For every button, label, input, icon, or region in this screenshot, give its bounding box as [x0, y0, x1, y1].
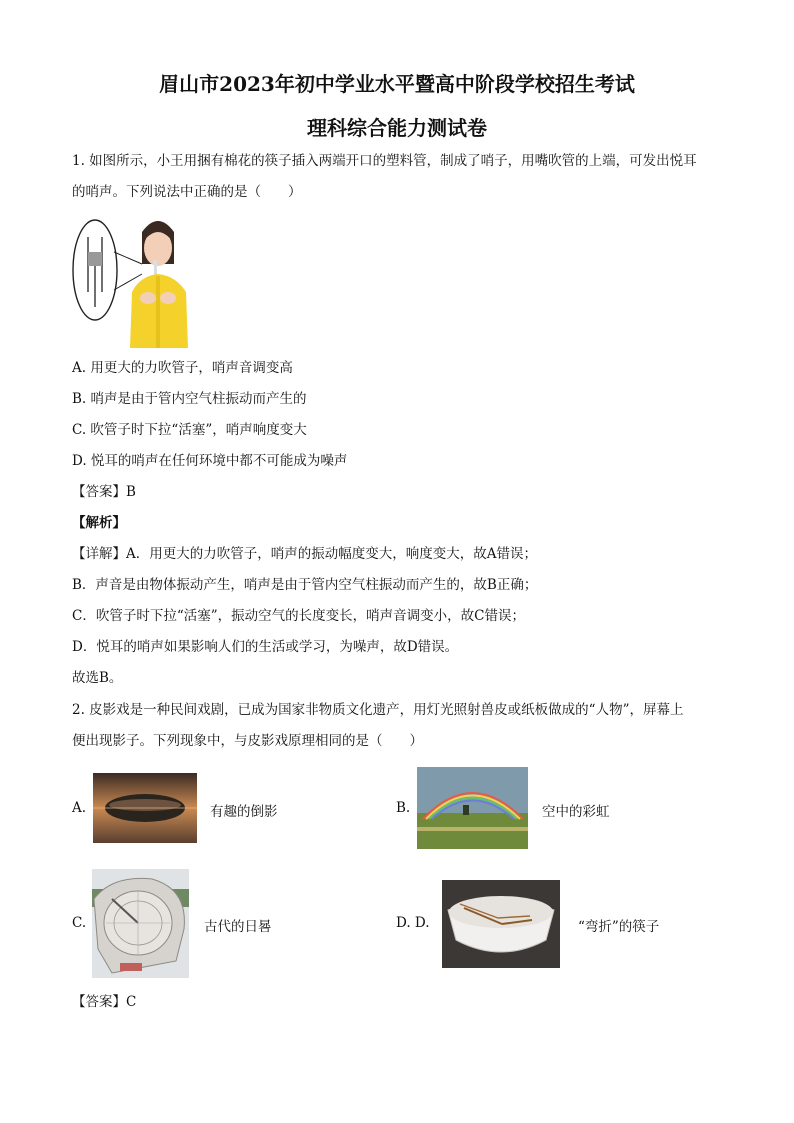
q1-option-d: D. 悦耳的哨声在任何环境中都不可能成为噪声: [72, 453, 348, 469]
q1-explain-line2: B．声音是由物体振动产生，哨声是由于管内空气柱振动而产生的，故B正确；: [72, 577, 538, 593]
q1-option-a: A. 用更大的力吹管子，哨声音调变高: [72, 360, 293, 376]
q1-explain-line3: C．吹管子时下拉“活塞”，振动空气的长度变长，哨声音调变小，故C错误；: [72, 608, 525, 624]
reflection-photo: [93, 773, 197, 843]
bent-chopstick-photo: [442, 880, 560, 968]
q1-stem-line2: 的哨声。下列说法中正确的是（ ）: [72, 184, 302, 200]
q1-option-c: C. 吹管子时下拉“活塞”，哨声响度变大: [72, 422, 307, 438]
q1-stem-line1: 1. 如图所示，小王用捆有棉花的筷子插入两端开口的塑料管，制成了哨子，用嘴吹管的上端，可发出悦耳: [72, 153, 697, 169]
sundial-photo: [92, 869, 189, 978]
q1-explain-line4: D．悦耳的哨声如果影响人们的生活或学习，为噪声，故D错误。: [72, 639, 459, 655]
q2-option-d-label: D. D.: [396, 915, 430, 931]
q2-option-d-text: “弯折”的筷子: [578, 919, 660, 935]
q2-stem-line2: 便出现影子。下列现象中，与皮影戏原理相同的是（ ）: [72, 733, 423, 749]
q2-option-c-text: 古代的日晷: [204, 919, 272, 935]
q1-explain-line1: 【详解】A．用更大的力吹管子，哨声的振动幅度变大，响度变大，故A错误；: [72, 546, 537, 562]
whistle-girl-figure: [70, 212, 194, 348]
q2-option-a-text: 有趣的倒影: [210, 804, 278, 820]
q2-option-a-label: A.: [72, 800, 87, 816]
q1-conclusion: 故选B。: [72, 670, 123, 686]
q1-analysis-heading: 【解析】: [72, 515, 126, 531]
q2-stem-line1: 2. 皮影戏是一种民间戏剧，已成为国家非物质文化遗产，用灯光照射兽皮或纸板做成的“人物”，屏幕上: [72, 702, 684, 718]
q2-option-b-text: 空中的彩虹: [542, 804, 610, 820]
exam-title: 眉山市2023年初中学业水平暨高中阶段学校招生考试: [159, 72, 635, 96]
q1-answer: 【答案】B: [72, 484, 136, 500]
q2-option-b-label: B.: [396, 800, 411, 816]
rainbow-photo: [417, 767, 528, 849]
q2-option-c-label: C.: [72, 915, 87, 931]
q2-answer: 【答案】C: [72, 994, 137, 1010]
q1-option-b: B. 哨声是由于管内空气柱振动而产生的: [72, 391, 307, 407]
exam-subtitle: 理科综合能力测试卷: [307, 116, 487, 140]
